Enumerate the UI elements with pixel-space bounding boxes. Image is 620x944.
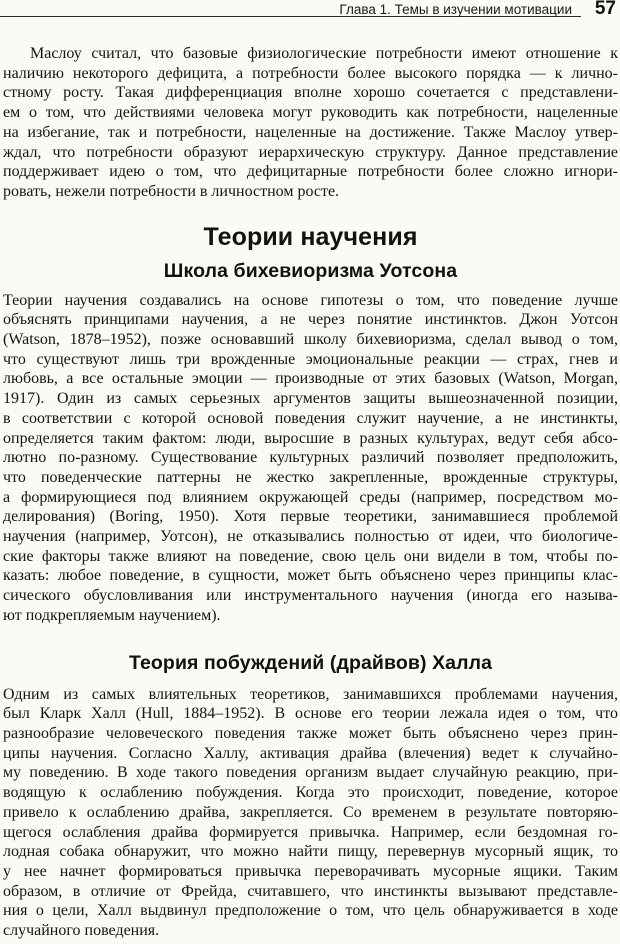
text-line: поддерживает идею о том, что дефицитарные потребности более сложно игнори-: [3, 163, 618, 181]
heading-learning-theories: Теории научения: [203, 222, 418, 251]
text-line: ские факторы также влияют на поведение, свою цель они видели в том, чтобы по-: [3, 547, 618, 565]
text-line: случайного поведения.: [3, 922, 160, 940]
page-number: 57: [594, 0, 616, 19]
text-line: на избегание, так и потребности, нацеленные на достижение. Также Маслоу утвер-: [3, 123, 618, 141]
text-line: привело к ослаблению драйва, закрепляется. Со временем в результате повторяю-: [3, 803, 618, 821]
paragraph-maslow: [3, 44, 618, 202]
text-line: в соответствии с которой основой поведения служит научение, а не инстинкты,: [3, 409, 618, 427]
text-line: ния о цели, Халл выдвинул предположение о том, что цель обнаруживается в ходе: [3, 902, 618, 920]
text-line: делирования) (Boring, 1950). Хотя первые теоретики, занимавшиеся проблемой: [3, 508, 618, 526]
heading-hull-drive: Теория побуждений (драйвов) Халла: [128, 651, 493, 674]
text-line: казать: любое поведение, в сущности, может быть объяснено через принципы клас-: [3, 567, 618, 585]
text-line: образом, в отличие от Фрейда, считавшего, что инстинкты вызывают представле-: [3, 882, 618, 900]
text-line: Маслоу считал, что базовые физиологические потребности имеют отношение к: [30, 45, 618, 62]
text-line: научения (например, Уотсон), не отказывались полностью от идеи, что биологиче-: [3, 528, 618, 546]
text-line: стному росту. Такая дифференциация вполне хорошо сочетается с представлени-: [3, 84, 618, 102]
text-line: (Watson, 1878–1952), позже основавший школу бихевиоризма, сделал вывод о том,: [3, 331, 618, 349]
text-line: определяется таким фактом: люди, выросшие в разных культурах, ведут себя абсо-: [3, 429, 618, 447]
heading-watson-school: Школа бихевиоризма Уотсона: [163, 259, 458, 282]
text-line: му поведению. В ходе такого поведения организм выдает случайную реакцию, при-: [3, 764, 618, 782]
text-line: что поведенческие паттерны не жестко закрепленные, врожденные структуры,: [3, 468, 618, 486]
running-title: Глава 1. Темы в изучении мотивации: [339, 2, 572, 17]
text-line: любовь, а все остальные эмоции — производные от этих базовых (Watson, Morgan,: [3, 370, 618, 388]
text-line: был Кларк Халл (Hull, 1884–1952). В основе его теории лежала идея о том, что: [3, 705, 618, 723]
text-line: наличию некоторого дефицита, а потребности более высокого порядка — к лично-: [3, 64, 618, 82]
text-line: Теории научения создавались на основе гипотезы о том, что поведение лучше: [3, 291, 618, 309]
text-line: водящую к ослаблению побуждения. Когда это происходит, поведение, которое: [3, 784, 618, 802]
running-header: [3, 1, 618, 18]
paragraph-watson: [3, 291, 618, 626]
text-line: лютно по-разному. Существование культурных различий позволяет предположить,: [3, 449, 618, 467]
text-line: лодная собака обнаружит, что можно найти пищу, перевернув мусорный ящик, то: [3, 843, 618, 861]
text-line: ципы научения. Согласно Халлу, активация драйва (влечения) ведет к случайно-: [3, 744, 618, 762]
paragraph-hull: [3, 685, 618, 941]
text-line: щегося ослабления драйва формируется привычка. Например, если бездомная го-: [3, 823, 618, 841]
text-line: разнообразие человеческого поведения также может быть объяснено через прин-: [3, 724, 618, 742]
text-line: сического обусловливания или инструментального научения (иногда его называ-: [3, 587, 618, 605]
text-line: ровать, нежели потребности в личностном росте.: [3, 182, 340, 200]
text-line: ем о том, что действиями человека могут руководить как потребности, нацеленные: [3, 104, 618, 122]
text-line: ждал, что потребности образуют иерархическую структуру. Данное представление: [3, 143, 618, 161]
text-line: а формирующиеся под влиянием окружающей среды (например, посредством мо-: [3, 488, 618, 506]
text-line: ют подкрепляемым научением).: [3, 606, 221, 624]
text-line: что существуют лишь три врожденные эмоциональные реакции — страх, гнев и: [3, 350, 618, 368]
text-line: у нее начнет формироваться привычка переворачивать мусорные ящики. Таким: [3, 862, 618, 880]
text-line: 1917). Один из самых серьезных аргументов защиты вышеозначенной позиции,: [3, 390, 618, 408]
text-line: Одним из самых влиятельных теоретиков, занимавшихся проблемами научения,: [3, 685, 618, 703]
text-line: объяснять принципами научения, а не через понятие инстинктов. Джон Уотсон: [3, 311, 618, 329]
